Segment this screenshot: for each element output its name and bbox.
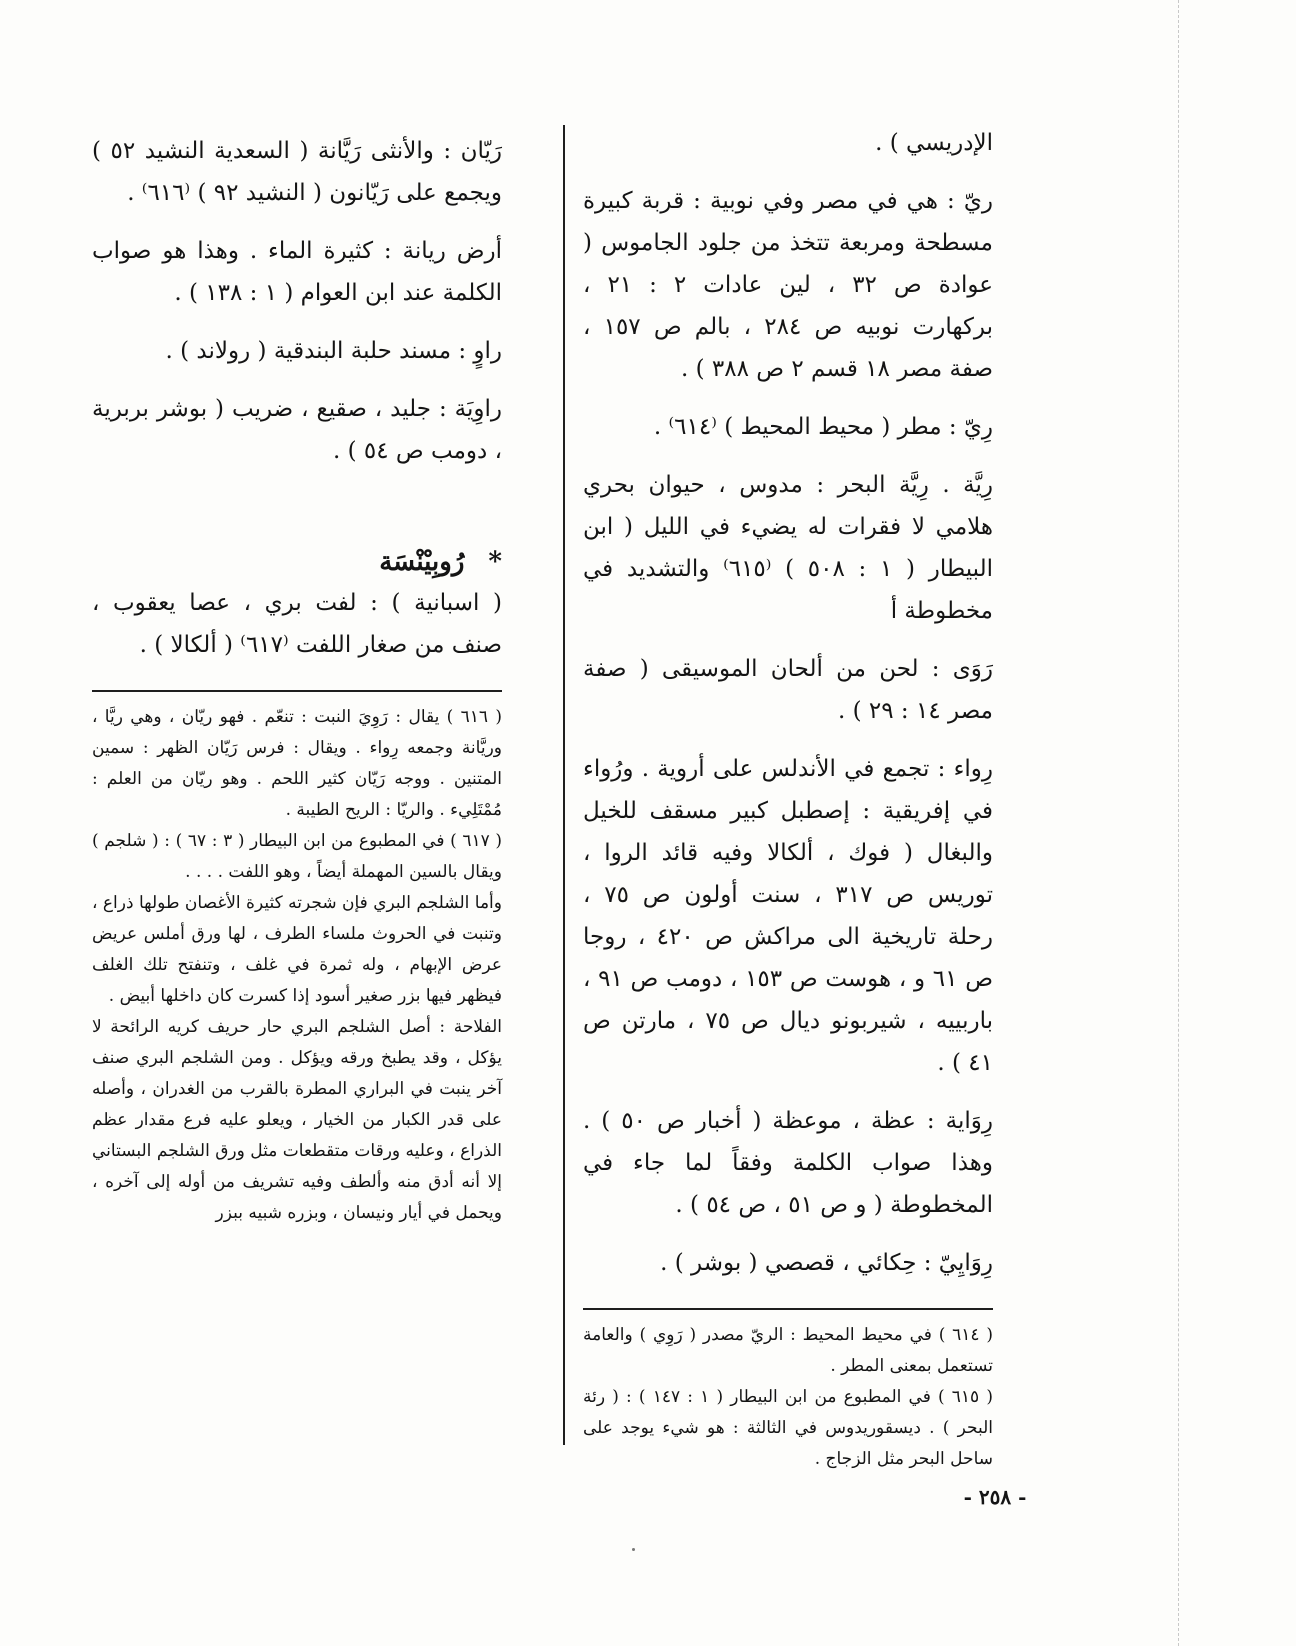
right-column [583,122,993,1475]
entry-rawin: راوٍ : مسند حلبة البندقية ( رولاند ) . [165,338,502,364]
footnote-614: ( ٦١٤ ) في محيط المحيط : الريّ مصدر ( رَوِي ) والعامة تستعمل بمعنى المطر . [583,1325,993,1376]
column-divider [563,125,565,1445]
entry-riwayi-narrative: رِوَايِيّ : حِكائي ، قصصي ( بوشر ) . [660,1250,993,1276]
left-column [92,130,502,1229]
page-number: - ٢٥٨ - [963,1485,1027,1509]
entry-ard-rayyana: أرض ريانة : كثيرة الماء . وهذا هو صواب الكلمة عند ابن العوام ( ١ : ١٣٨ ) . [92,238,502,306]
section-heading [92,542,502,582]
scan-speck [632,1548,635,1551]
star-marker: * [488,547,502,577]
footnote-615: ( ٦١٥ ) في المطبوع من ابن البيطار ( ١ : ١٤٧ ) : ( رئة البحر ) . ديسقوريدوس في الثالثة : هو شيء يوجد على ساحل البحر مثل الزجاج . [583,1387,993,1469]
footnote-617: ( ٦١٧ ) في المطبوع من ابن البيطار ( ٣ : ٦٧ ) : ( شلجم ) ويقال بالسين المهملة أيضاً ، وهو اللفت . . . . [92,831,502,882]
footnote-rule [583,1308,993,1310]
heading-definition: ( اسبانية ) : لفت بري ، عصا يعقوب ، صنف من صغار اللفت ⁽٦١٧⁾ ( ألكالا ) . [92,590,502,658]
scan-edge-line [1178,0,1179,1646]
heading-word: رُوبِيْنْسَة [379,547,465,577]
entry-continuation: الإدريسي ) . [875,130,993,156]
footnote-rule [92,690,502,692]
entry-riwa-stable: رِواء : تجمع في الأندلس على أروية . ورُواء في إفريقية : إصطبل كبير مسقف للخيل والبغال ( فوك ، ألكالا وفيه قائد الروا ، توريس ص ٣١٧ ، سنت أولون ص ٧٥ ، رحلة تاريخية الى مراكش ص ٤٢٠ ، روجا ص ٦١ و ، هوست ص ١٥٣ ، دومب ص ٩١ ، باربييه ، شيربونو ديال ص ٧٥ ، مارتن ص ٤١ ) . [583,756,994,1076]
entry-rawiya-frost: راوِيَة : جليد ، صقيع ، ضريب ( بوشر بربرية ، دومب ص ٥٤ ) . [92,396,502,464]
entry-rawa-melody: رَوَى : لحن من ألحان الموسيقى ( صفة مصر ١٤ : ٢٩ ) . [583,656,993,724]
footnote-617-continuation-2: الفلاحة : أصل الشلجم البري حار حريف كريه الرائحة لا يؤكل ، وقد يطبخ ورقه ويؤكل . ومن الشلجم البري صنف آخر ينبت في البراري المطرة بالقرب من الغدران ، وأصله على قدر الكبار من الخيار ، ويعلو عليه فرع مقدار عظم الذراع ، وعليه ورقات متقطعات مثل ورق الشلجم البستاني إلا أنه أدق منه وألطف وفيه تشريف من أوله إلى آخره ، ويحمل في أيار ونيسان ، وبزره شبيه ببزر [92,1017,502,1223]
entry-riyya-sea: رِيَّة . رِيَّة البحر : مدوس ، حيوان بحري هلامي لا فقرات له يضيء في الليل ( ابن البيطار ( ١ : ٥٠٨ ) ⁽٦١٥⁾ والتشديد في مخطوطة أ [583,472,993,624]
entry-ray-waterskin: ريّ : هي في مصر وفي نوبية : قربة كبيرة مسطحة ومربعة تتخذ من جلود الجاموس ( عوادة ص ٣٢ ، لين عادات ٢ : ٢١ ، بركهارت نوبيه ص ٢٨٤ ، بالم ص ١٥٧ ، صفة مصر ١٨ قسم ٢ ص ٣٨٨ ) . [583,188,994,382]
entry-riy-rain: رِيّ : مطر ( محيط المحيط ) ⁽٦١٤⁾ . [653,414,993,440]
footnote-616: ( ٦١٦ ) يقال : رَوِيَ النبت : تنعّم . فهو ريّان ، وهي ريَّا ، وريَّانة وجمعه رِواء . ويقال : فرس رَيّان الظهر : سمين المتنين . ووجه رَيّان كثير اللحم . وهو ريّان من العلم : مُمْتَلِيء . والريّا : الريح الطيبة . [92,707,502,820]
footnote-617-continuation-1: وأما الشلجم البري فإن شجرته كثيرة الأغصان طولها ذراع ، وتنبت في الحروث ملساء الطرف ، لها ورق أملس عريض عرض الإبهام ، وله ثمرة في غلف ، وتنفتح تلك الغلف فيظهر فيها بزر صغير أسود إذا كسرت كان داخلها أبيض . [92,893,502,1006]
entry-riwaya-sermon: رِوَاية : عظة ، موعظة ( أخبار ص ٥٠ ) . وهذا صواب الكلمة وفقاً لما جاء في المخطوطة ( و ص ٥١ ، ص ٥٤ ) . [583,1108,993,1218]
entry-rayyan: رَيّان : والأنثى رَيَّانة ( السعدية النشيد ٥٢ ) ويجمع على رَيّانون ( النشيد ٩٢ ) ⁽٦١٦⁾ . [92,138,502,206]
